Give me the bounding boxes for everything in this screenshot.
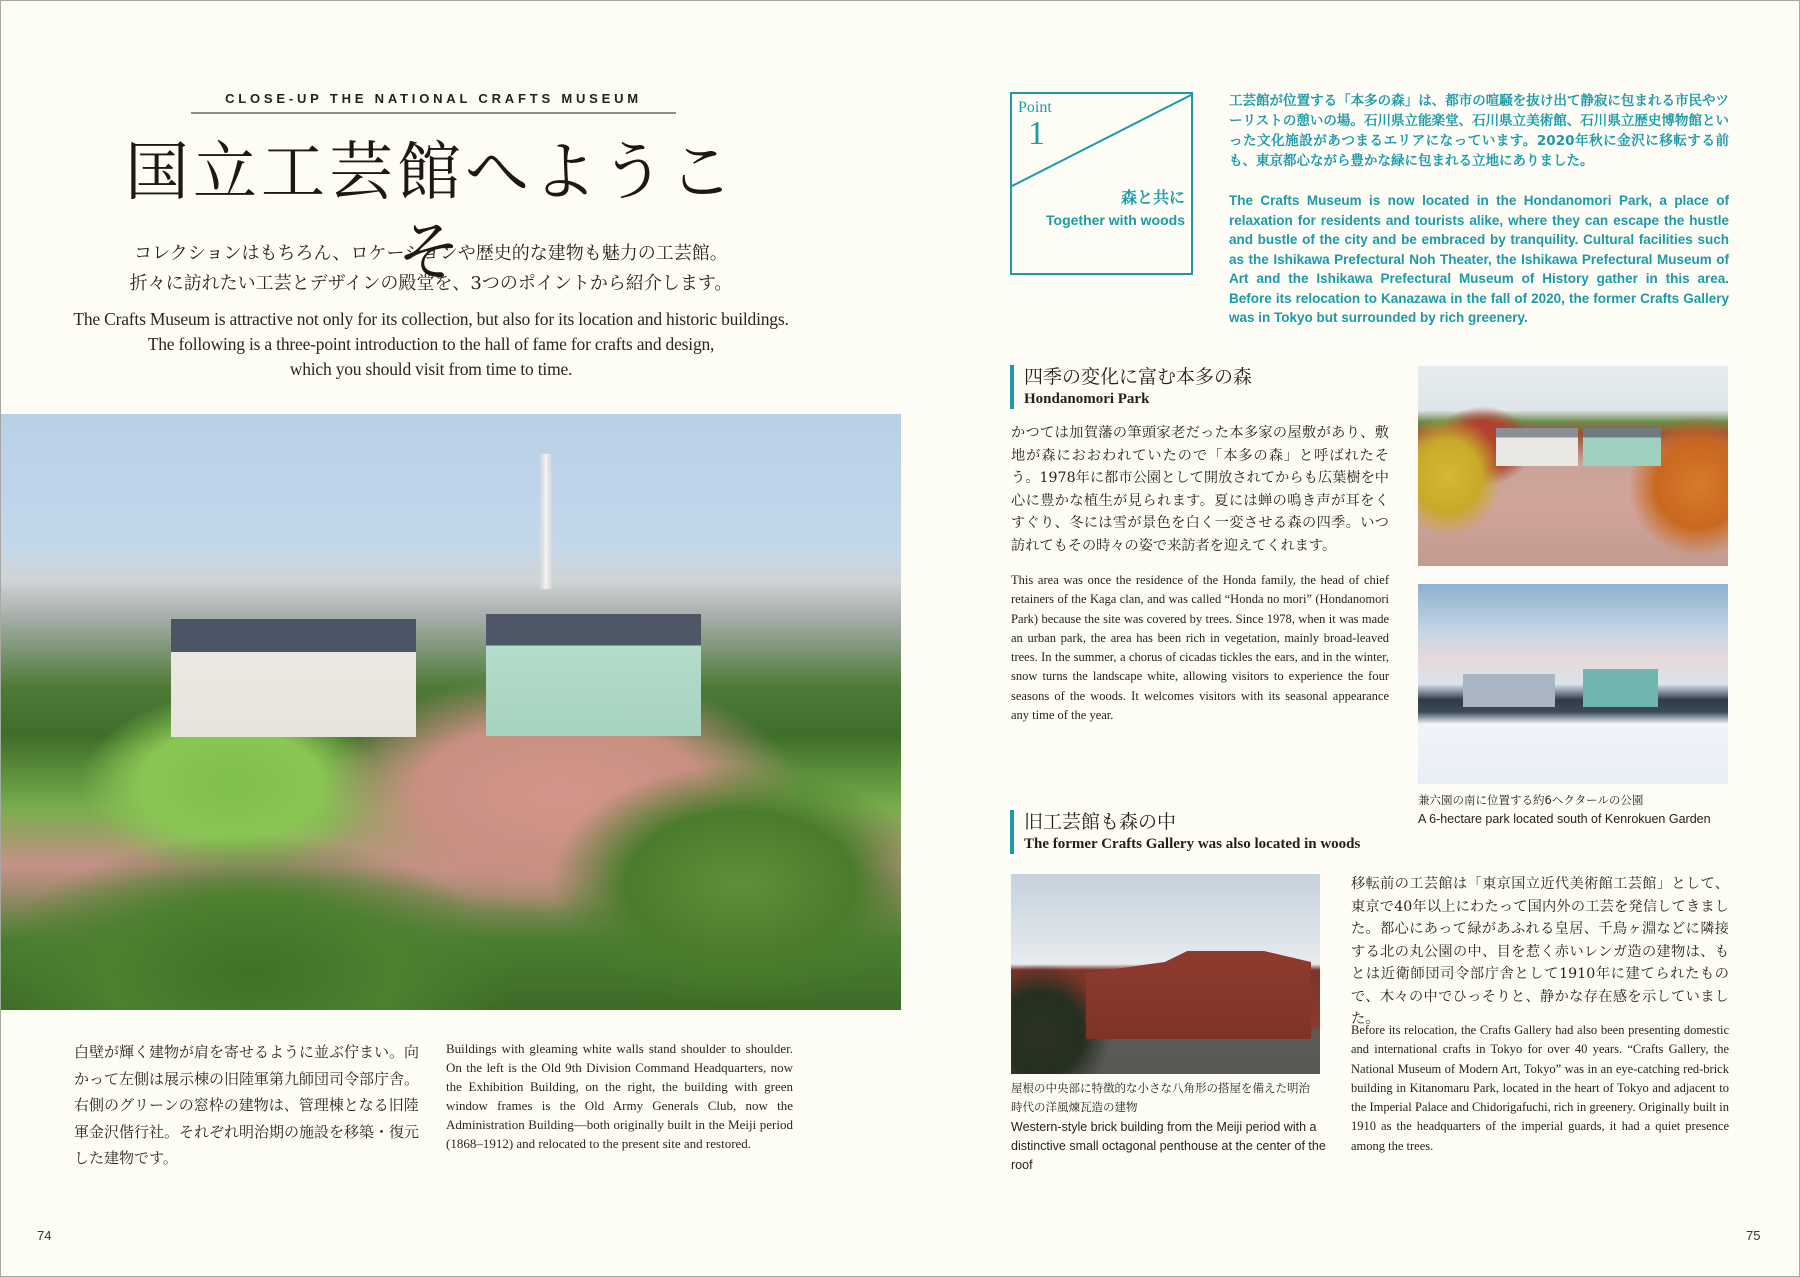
section-heading-jp: 四季の変化に富む本多の森 [1024,366,1253,388]
intro-en-line: The Crafts Museum is attractive not only for its collection, but also for its location and historic buildings. [73,309,789,329]
page-title: 国立工芸館へようこそ [125,136,737,290]
exhibition-building-shape [171,619,416,737]
section-body-jp: 移転前の工芸館は「東京国立近代美術館工芸館」として、東京で40年以上にわたって国内外の工芸を発信してきました。都心にあって緑があふれる皇居、千鳥ヶ淵などに隣接する北の丸公園の中、目を惹く赤いレンガ造の建物は、もとは近衛師団司令部庁舎として1910年に建てられたもので、木々の中でひっそりと、静かな存在感を示していました。 [1351,876,1729,1027]
point-intro-en: The Crafts Museum is now located in the Hondanomori Park, a place of relaxation for residents and tourists alike, where they can escape the hustle and bustle of the city and be embraced by tranquility. Cultural facilities such as the Ishikawa Prefectural Noh Theater, the Ishikawa Prefectural Museum of Art and the Ishikawa Prefectural Museum of History gather in this area. Before its relocation to Kanazawa in the fall of 2020, the former Crafts Gallery was in Tokyo but surrounded by rich greenery. [1229,193,1729,325]
building-shape [1463,674,1555,707]
section-heading-hondanomori [1010,365,1252,409]
radio-tower-shape [539,454,553,589]
intro-jp-line: コレクションはもちろん、ロケーションや歴史的な建物も魅力の工芸館。 [134,243,728,264]
point-intro-jp: 工芸館が位置する「本多の森」は、都市の喧騒を抜け出て静寂に包まれる市民やツーリストの憩いの場。石川県立能楽堂、石川県立美術館、石川県立歴史博物館といった文化施設があつまるエリアになっています。2020年秋に金沢に移転する前も、東京都心ながら豊かな緑に包まれる立地にありました。 [1229,93,1729,169]
intro-english [61,307,801,382]
intro-en-line: which you should visit from time to time. [289,359,573,379]
main-photo-caption-jp: 白壁が輝く建物が肩を寄せるように並ぶ佇まい。向かって左側は展示棟の旧陸軍第九師団司令部庁舎。右側のグリーンの窓枠の建物は、管理棟となる旧陸軍金沢偕行社。それぞれ明治期の施設を移築・復元した建物です。 [74,1043,420,1167]
gallery-photo-caption-jp: 屋根の中央部に特徴的な小さな八角形の搭屋を備えた明治時代の洋風煉瓦造の建物 [1011,1081,1310,1114]
brick-building-shape [1086,929,1311,1039]
section-body-jp: かつては加賀藩の筆頭家老だった本多家の屋敷があり、敷地が森におおわれていたので「本多の森」と呼ばれたそう。1978年に都市公園として開放されてからも広葉樹を中心に豊かな植生が見られます。夏には蝉の鳴き声が耳をくすぐり、冬には雪が景色を白く一変させる森の四季。いつ訪れてもその時々の姿で来訪者を迎えてくれます。 [1011,425,1389,554]
intro-jp-line: 折々に訪れたい工芸とデザインの殿堂を、3つのポイントから紹介します。 [129,273,733,294]
gallery-photo-caption-en: Western-style brick building from the Meiji period with a distinctive small octagonal penthouse at the center of the roof [1011,1120,1326,1172]
former-gallery-photo [1011,874,1320,1074]
point-number: 1 [1028,115,1045,152]
section-kicker: CLOSE-UP THE NATIONAL CRAFTS MUSEUM [191,91,676,114]
building-shape [1583,669,1658,707]
page-number-left: 74 [37,1228,52,1243]
section-heading-en: The former Crafts Gallery was also located in woods [1024,836,1361,852]
section-heading-en: Hondanomori Park [1024,391,1150,407]
main-photo-caption-en: Buildings with gleaming white walls stand shoulder to shoulder. On the left is the Old 9th Division Command Headquarters, now the Exhibition Building, on the right, the building with green window frames is the Old Army Generals Club, now the Administration Building—both originally built in the Meiji period (1868–1912) and relocated to the present site and restored. [446,1041,793,1151]
winter-park-photo [1418,584,1728,784]
point-badge [1010,92,1193,275]
section-body-en: This area was once the residence of the Honda family, the head of chief retainers of the Kaga clan, and was called “Honda no mori” (Hondanomori Park) because the site was covered by trees. Since 1978, when it was made an urban park, the area has been rich in vegetation, mainly broad-leaved trees. In the summer, a chorus of cicadas tickles the ears, and in the winter, snow turns the landscape white, allowing visitors to experience the four seasons of the woods. It welcomes visitors with its seasonal appearance any time of the year. [1011,573,1389,723]
point-title-jp: 森と共に [1120,188,1185,207]
page-number-right: 75 [1746,1228,1761,1243]
section-heading-former-gallery [1010,810,1360,854]
point-label: Point [1018,99,1052,116]
building-shape [1496,428,1578,466]
point-title-en: Together with woods [1046,212,1185,228]
section-body-en: Before its relocation, the Crafts Gallery had also been presenting domestic and international crafts in Tokyo for over 40 years. “Crafts Gallery, the National Museum of Modern Art, Tokyo” was in an eye-catching red-brick building in Kitanomaru Park, located in the heart of Tokyo and adjacent to the Imperial Palace and Chidorigafuchi, rich in greenery. Originally built in 1910 as the headquarters of the imperial guards, it had a quiet presence among the trees. [1351,1023,1729,1153]
park-photo-caption-jp: 兼六園の南に位置する約6ヘクタールの公園 [1418,793,1644,807]
autumn-park-photo [1418,366,1728,566]
building-shape [1583,428,1661,466]
park-photo-caption-en: A 6-hectare park located south of Kenrokuen Garden [1418,812,1711,826]
intro-en-line: The following is a three-point introduction to the hall of fame for crafts and design, [147,334,715,354]
main-museum-photo [1,414,901,1010]
administration-building-shape [486,614,701,736]
intro-japanese [61,239,801,299]
section-heading-jp: 旧工芸館も森の中 [1024,811,1177,833]
